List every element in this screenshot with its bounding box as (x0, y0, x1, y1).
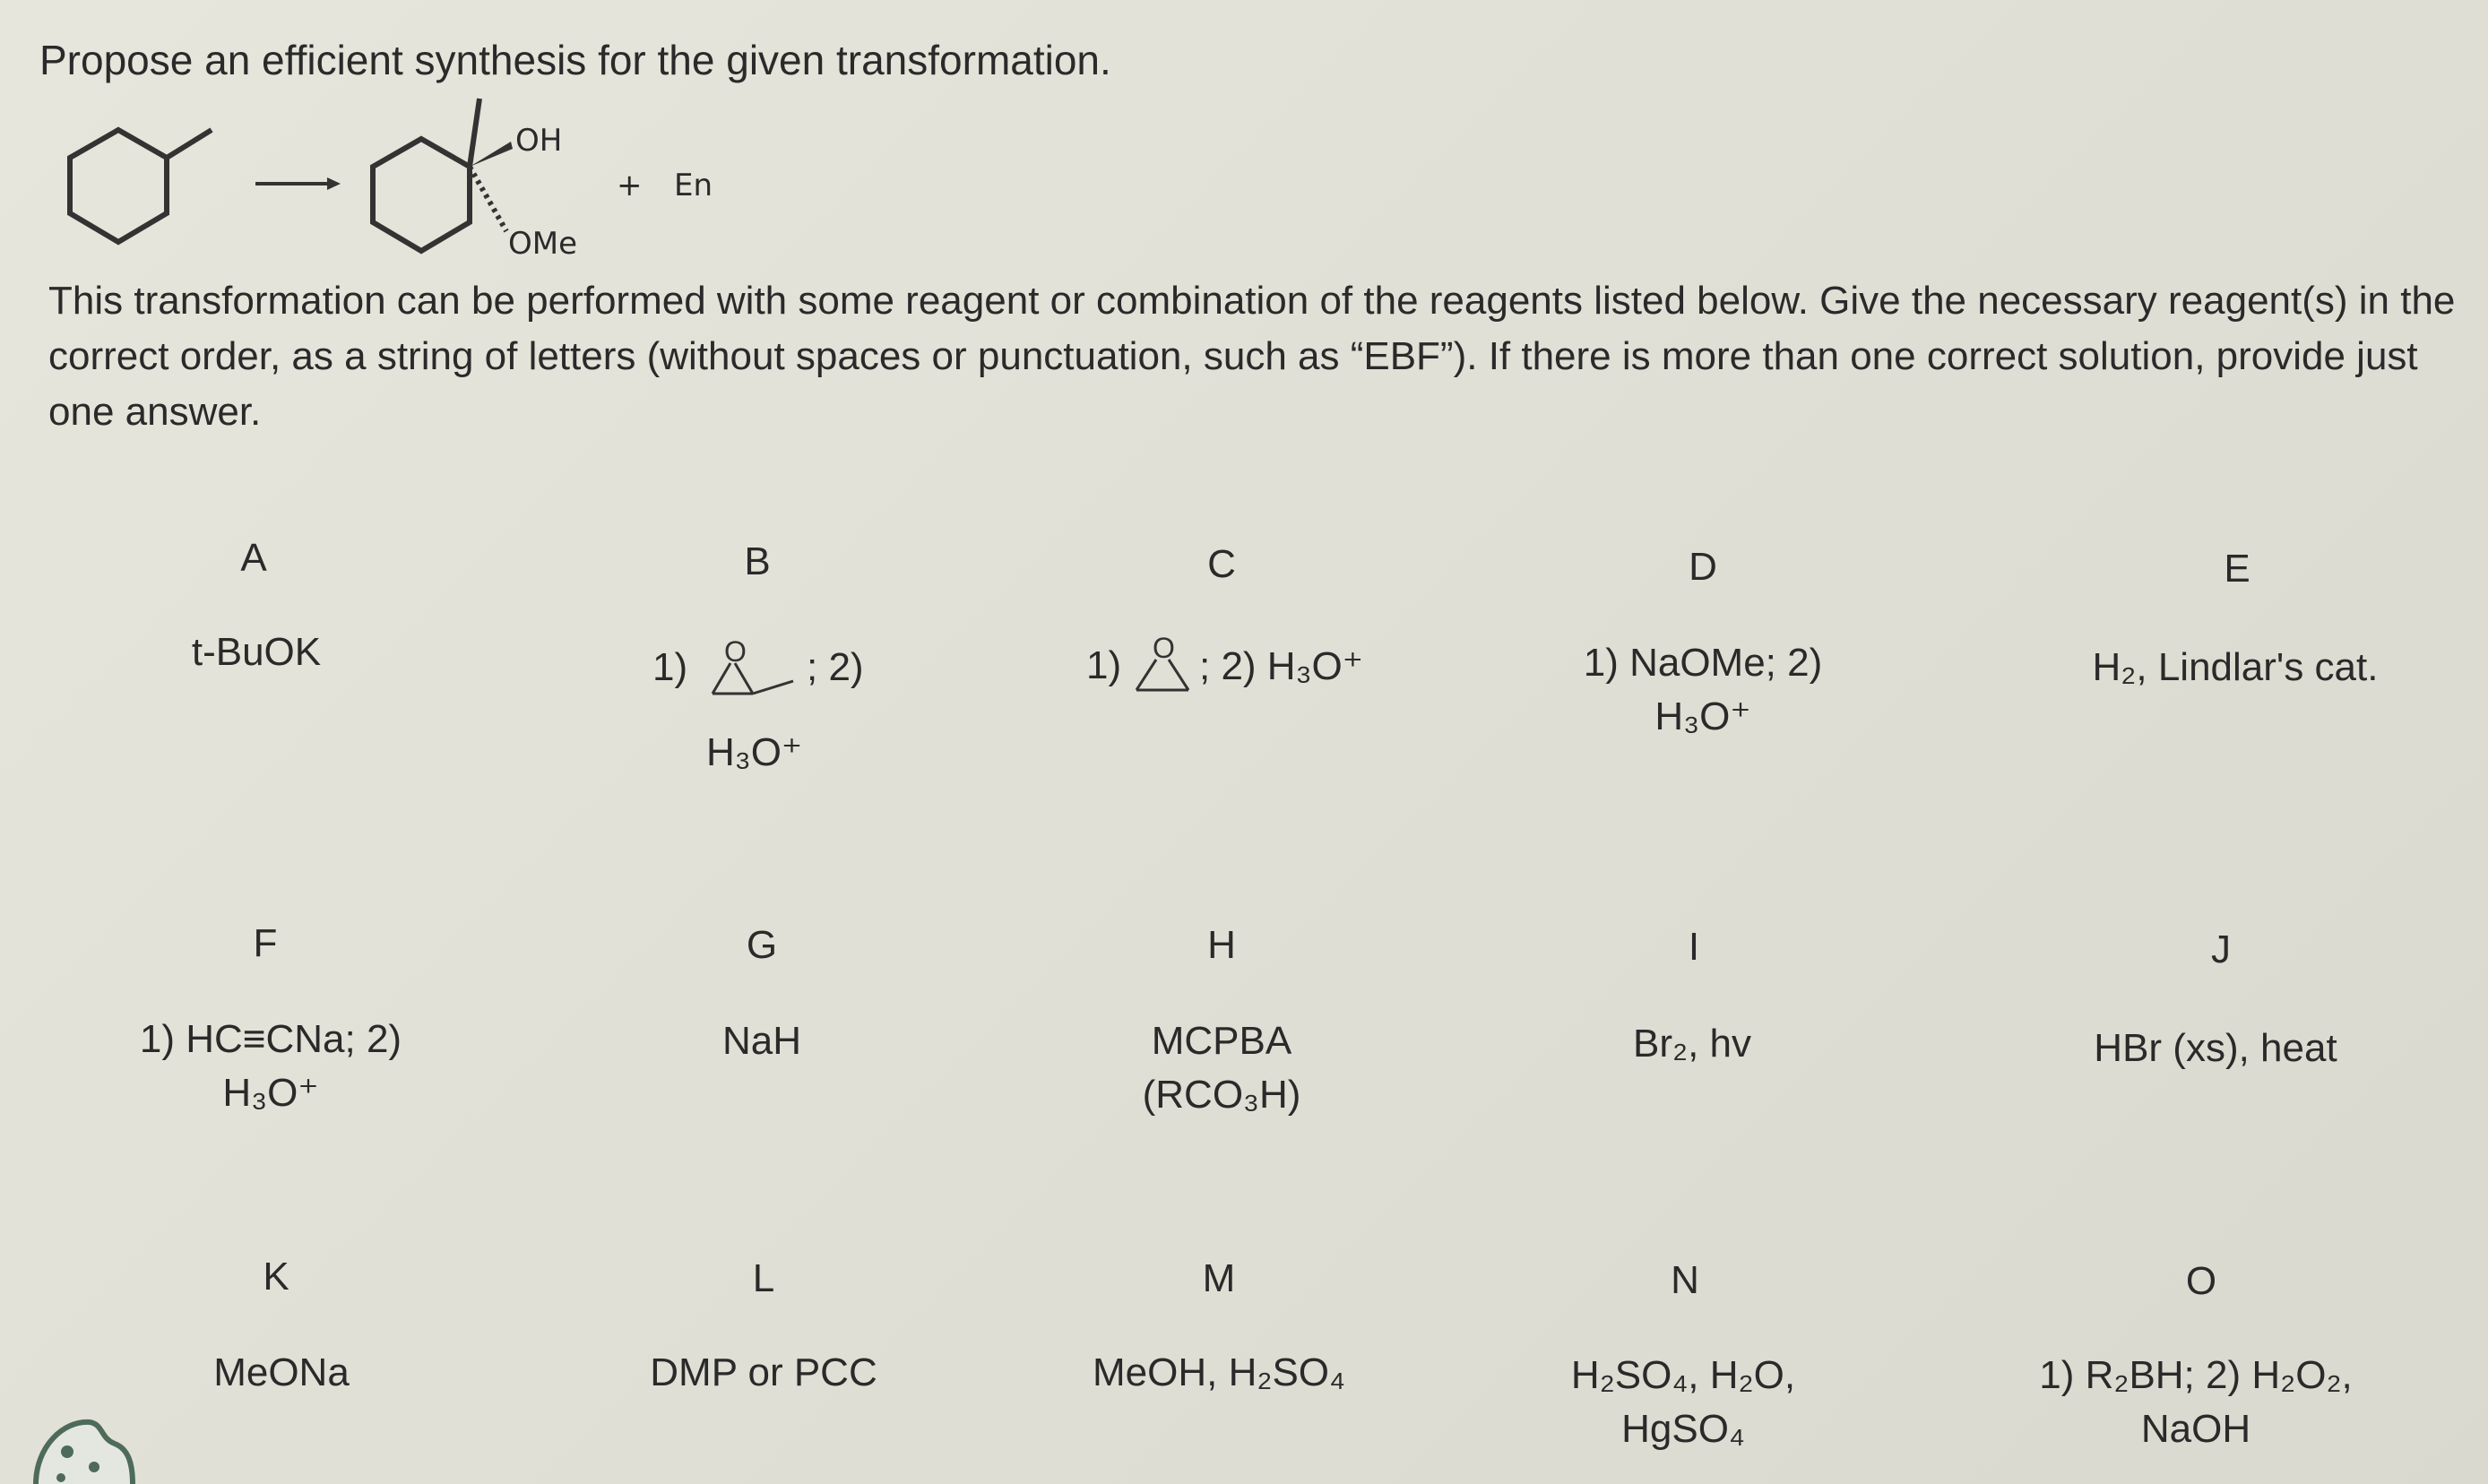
reagent-j (1983, 1022, 2449, 1075)
reagent-n-line2: HgSO₄ (1621, 1407, 1745, 1451)
reagent-letter-e: E (2224, 547, 2250, 591)
reagent-f-line1: 1) HC≡CNa; 2) (139, 1017, 402, 1061)
reagent-f-line2: H₃O⁺ (222, 1071, 319, 1115)
plus-sign: + (617, 168, 643, 203)
reagent-letter-a: A (240, 536, 267, 580)
reagent-o-line1: 1) R₂BH; 2) H₂O₂, (2039, 1353, 2353, 1397)
epoxide-o-c: O (1153, 632, 1175, 664)
reagent-k (48, 1346, 514, 1400)
reagent-e-text: H₂, Lindlar's cat. (2092, 645, 2379, 689)
reagent-i-text: Br₂, hv (1633, 1022, 1751, 1066)
question-description: This transformation can be performed with some reagent or combination of the reagents listed below. Give the necessary reagent(s) in the correct order, as a string of letters (without spaces or punctuation, such as “EBF”). If there is more than one correct solution, provide just one answer. (48, 279, 2456, 434)
reagent-e (2002, 641, 2468, 695)
reagent-b-step2: ; 2) (807, 645, 864, 689)
reagent-b-step1: 1) (652, 645, 688, 689)
reagent-letter-l: L (752, 1256, 775, 1300)
reagent-o (1963, 1349, 2429, 1456)
reagent-o-line2: NaOH (2140, 1407, 2251, 1451)
reagent-d (1470, 636, 1936, 744)
reagent-letter-c: C (1207, 542, 1236, 586)
reagent-letter-i: I (1688, 925, 1700, 969)
reagent-g (529, 1014, 995, 1068)
reagent-h-line2: (RCO₃H) (1142, 1073, 1301, 1117)
reagent-h-line1: MCPBA (1151, 1019, 1292, 1063)
reagent-h (989, 1014, 1455, 1122)
reagent-letter-k: K (263, 1255, 289, 1298)
reagent-letter-o: O (2185, 1259, 2217, 1303)
reagent-b-step2-h3o: H₃O⁺ (706, 730, 803, 774)
question-prompt: Propose an efficient synthesis for the given transformation. (39, 37, 1111, 83)
ome-label: OMe (508, 226, 578, 262)
epoxide-icon (1129, 629, 1196, 701)
reagent-letter-b: B (744, 539, 771, 583)
reagent-letter-h: H (1207, 923, 1236, 967)
reagent-c-step2: ; 2) H₃O⁺ (1199, 644, 1363, 688)
reagent-letter-d: D (1689, 545, 1717, 589)
en-label: En (674, 168, 713, 203)
reagent-m (986, 1346, 1452, 1400)
oh-label: OH (515, 123, 563, 159)
reagent-a (23, 626, 489, 679)
reagent-letter-g: G (746, 923, 778, 967)
reagent-f (38, 1013, 504, 1120)
cookie-icon[interactable] (18, 1411, 143, 1484)
epoxide-o-b: O (724, 635, 747, 668)
reagent-d-line2: H₃O⁺ (1654, 695, 1751, 738)
reagent-letter-f: F (253, 921, 278, 965)
reaction-arrow (255, 177, 341, 190)
reagent-j-text: HBr (xs), heat (2094, 1026, 2337, 1070)
reagent-letter-n: N (1671, 1258, 1699, 1302)
reagent-k-text: MeONa (213, 1350, 350, 1394)
reagent-d-line1: 1) NaOMe; 2) (1583, 641, 1823, 685)
reagent-i (1459, 1017, 1925, 1071)
reagent-letter-j: J (2211, 928, 2231, 971)
reagent-g-text: NaH (721, 1019, 802, 1063)
reagent-c-step1: 1) (1086, 643, 1122, 687)
reagent-a-text: t-BuOK (191, 630, 322, 674)
reagent-m-text: MeOH, H₂SO₄ (1093, 1350, 1345, 1394)
product-structure (373, 99, 513, 251)
reagent-n-line1: H₂SO₄, H₂O, (1570, 1353, 1796, 1397)
reagent-l (531, 1346, 997, 1400)
starting-material (70, 130, 212, 242)
reagent-letter-m: M (1202, 1256, 1236, 1300)
reagent-l-text: DMP or PCC (650, 1350, 877, 1394)
epoxide-methyl-icon (704, 634, 802, 706)
reagent-n (1450, 1349, 1916, 1456)
